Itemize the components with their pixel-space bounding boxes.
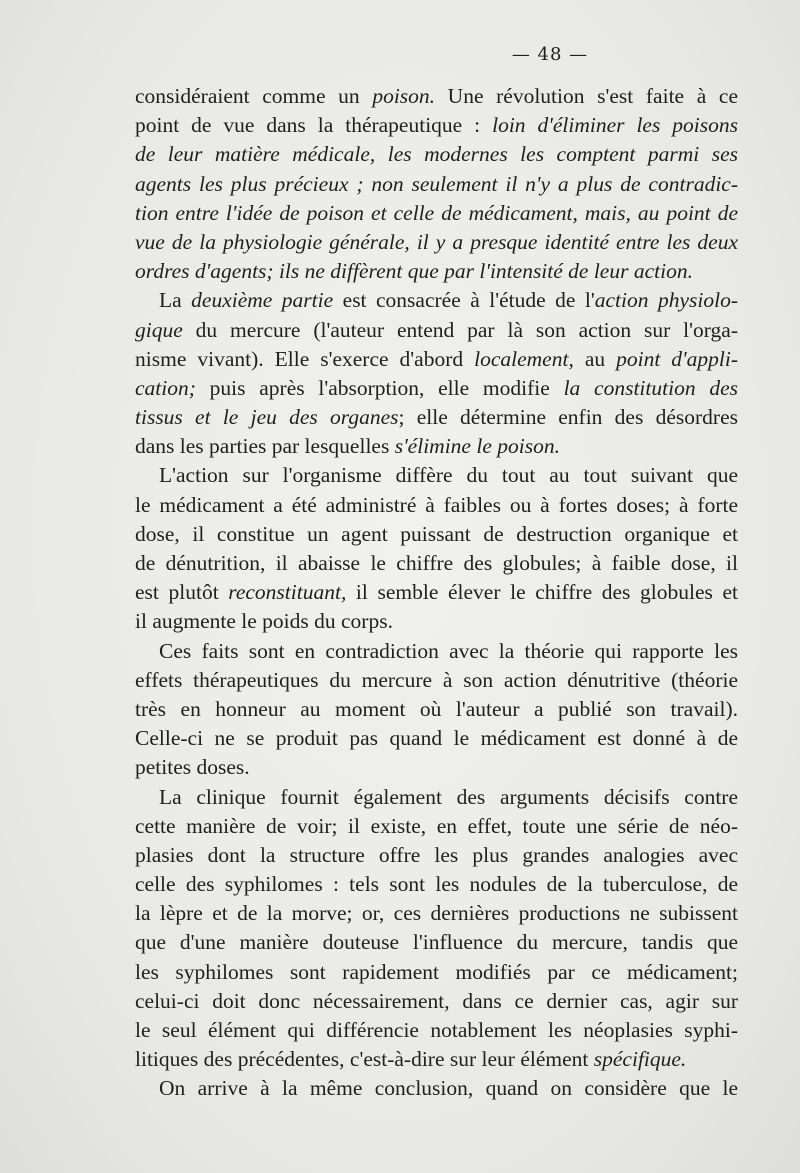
text-line bbox=[135, 724, 738, 753]
text-line bbox=[135, 228, 738, 257]
text-line bbox=[135, 870, 738, 899]
text-segment: On arrive à la même conclusion, quand on considère que le bbox=[159, 1076, 738, 1101]
text-segment: le seul élément qui différencie notablement les néoplasies syphi- bbox=[135, 1018, 738, 1042]
italic-segment: gique bbox=[135, 317, 183, 342]
text-segment: dans les parties par lesquelles bbox=[135, 434, 395, 459]
text-segment: de dénutrition, il abaisse le chiffre des globules; à faible dose, il bbox=[135, 551, 738, 575]
text-segment: la lèpre et de la morve; or, ces dernières productions ne subissent bbox=[135, 901, 738, 926]
italic-segment: la constitution des bbox=[563, 375, 738, 400]
text-segment: litiques des précédentes, c'est-à-dire sur leur élément bbox=[135, 1047, 594, 1072]
text-line bbox=[135, 987, 738, 1016]
text-line bbox=[135, 841, 738, 870]
paragraph bbox=[135, 1074, 738, 1103]
text-segment: celui-ci doit donc nécessairement, dans ce dernier cas, agir sur bbox=[135, 988, 738, 1013]
text-segment: La clinique fournit également des arguments décisifs contre bbox=[159, 784, 738, 809]
text-segment: plasies dont la structure offre les plus grandes analogies avec bbox=[135, 842, 738, 867]
text-segment: est plutôt bbox=[135, 580, 229, 605]
italic-segment: tion entre l'idée de poison et celle de médicament, mais, au point de bbox=[135, 200, 738, 225]
text-line bbox=[135, 1016, 738, 1045]
text-segment: effets thérapeutiques du mercure à son action dénutritive (théorie bbox=[135, 667, 738, 692]
page-number-text: — 48 — bbox=[511, 44, 589, 65]
text-segment: nisme vivant). Elle s'exerce d'abord bbox=[135, 346, 475, 371]
text-segment: Ces faits sont en contradiction avec la théorie qui rapporte les bbox=[159, 638, 738, 663]
italic-segment: deuxième partie bbox=[191, 288, 334, 313]
page-number bbox=[0, 44, 800, 65]
text-line bbox=[135, 695, 738, 724]
italic-segment: poison. bbox=[372, 84, 436, 108]
paragraph bbox=[135, 783, 738, 1075]
italic-segment: point d'appli- bbox=[616, 346, 739, 371]
text-segment: est consacrée à l'étude de l' bbox=[333, 288, 595, 313]
text-line bbox=[135, 199, 738, 228]
italic-segment: spécifique. bbox=[593, 1047, 687, 1072]
italic-segment: localement, bbox=[474, 346, 574, 371]
text-segment: dose, il constitue un agent puissant de destruction organique et bbox=[135, 521, 738, 546]
text-line bbox=[135, 432, 738, 461]
text-line bbox=[135, 783, 738, 812]
text-line bbox=[135, 578, 738, 607]
text-line bbox=[135, 607, 738, 636]
italic-segment: agents les plus précieux ; non seulement il n'y a plus de contradic- bbox=[135, 171, 738, 196]
text-line bbox=[135, 899, 738, 928]
italic-segment: tissus et le jeu des organes bbox=[135, 405, 399, 430]
paragraph bbox=[135, 637, 738, 783]
text-segment: le médicament a été administré à faibles ou à fortes doses; à forte bbox=[135, 492, 738, 517]
paragraph bbox=[135, 82, 738, 286]
paragraph bbox=[135, 286, 738, 461]
paragraph bbox=[135, 461, 738, 636]
italic-segment: action physiolo- bbox=[594, 288, 738, 313]
text-line bbox=[135, 637, 738, 666]
text-line bbox=[135, 520, 738, 549]
text-line bbox=[135, 666, 738, 695]
text-line bbox=[135, 111, 738, 140]
text-segment: puis après l'absorption, elle modifie bbox=[195, 375, 564, 400]
text-segment: au bbox=[573, 346, 617, 371]
body-text bbox=[135, 82, 738, 1104]
text-line bbox=[135, 812, 738, 841]
text-line bbox=[135, 82, 738, 111]
text-segment: celle des syphilomes : tels sont les nodules de la tuberculose, de bbox=[135, 872, 738, 897]
text-segment: il augmente le poids du corps. bbox=[135, 609, 393, 634]
text-line bbox=[135, 461, 738, 490]
text-segment: Celle-ci ne se produit pas quand le médicament est donné à de bbox=[135, 726, 738, 751]
text-segment: cette manière de voir; il existe, en effet, toute une série de néo- bbox=[135, 813, 738, 838]
text-segment: La bbox=[159, 288, 192, 313]
text-segment: que d'une manière douteuse l'influence du mercure, tandis que bbox=[135, 930, 738, 955]
italic-segment: s'élimine le poison. bbox=[394, 434, 560, 459]
italic-segment: ordres d'agents; ils ne diffèrent que par l'intensité de leur action. bbox=[135, 259, 693, 284]
text-line bbox=[135, 491, 738, 520]
text-segment: il semble élever le chiffre des globules et bbox=[346, 580, 738, 605]
text-segment: point de vue dans la thérapeutique : bbox=[135, 113, 493, 138]
text-line bbox=[135, 753, 738, 782]
text-segment: les syphilomes sont rapidement modifiés par ce médicament; bbox=[135, 959, 738, 984]
text-segment: du mercure (l'auteur entend par là son action sur l'orga- bbox=[182, 317, 738, 342]
text-line bbox=[135, 958, 738, 987]
text-line bbox=[135, 928, 738, 957]
text-line bbox=[135, 170, 738, 199]
text-line bbox=[135, 1074, 738, 1103]
italic-segment: vue de la physiologie générale, il y a presque identité entre les deux bbox=[135, 229, 738, 254]
text-line bbox=[135, 549, 738, 578]
text-line bbox=[135, 403, 738, 432]
text-line bbox=[135, 140, 738, 169]
text-line bbox=[135, 286, 738, 315]
text-segment: petites doses. bbox=[135, 755, 250, 780]
text-line bbox=[135, 374, 738, 403]
italic-segment: de leur matière médicale, les modernes les comptent parmi ses bbox=[135, 142, 738, 167]
text-segment: Une révolution s'est faite à ce bbox=[435, 84, 738, 108]
text-segment: ; elle détermine enfin des désordres bbox=[398, 405, 738, 430]
text-segment: très en honneur au moment où l'auteur a publié son travail). bbox=[135, 696, 738, 721]
text-line bbox=[135, 257, 738, 286]
text-line bbox=[135, 345, 738, 374]
italic-segment: cation; bbox=[135, 375, 196, 400]
italic-segment: loin d'éliminer les poisons bbox=[492, 113, 738, 138]
text-segment: L'action sur l'organisme diffère du tout au tout suivant que bbox=[159, 463, 738, 488]
italic-segment: reconstituant, bbox=[228, 580, 347, 605]
text-segment: considéraient comme un bbox=[135, 84, 373, 108]
text-line bbox=[135, 316, 738, 345]
text-line bbox=[135, 1045, 738, 1074]
